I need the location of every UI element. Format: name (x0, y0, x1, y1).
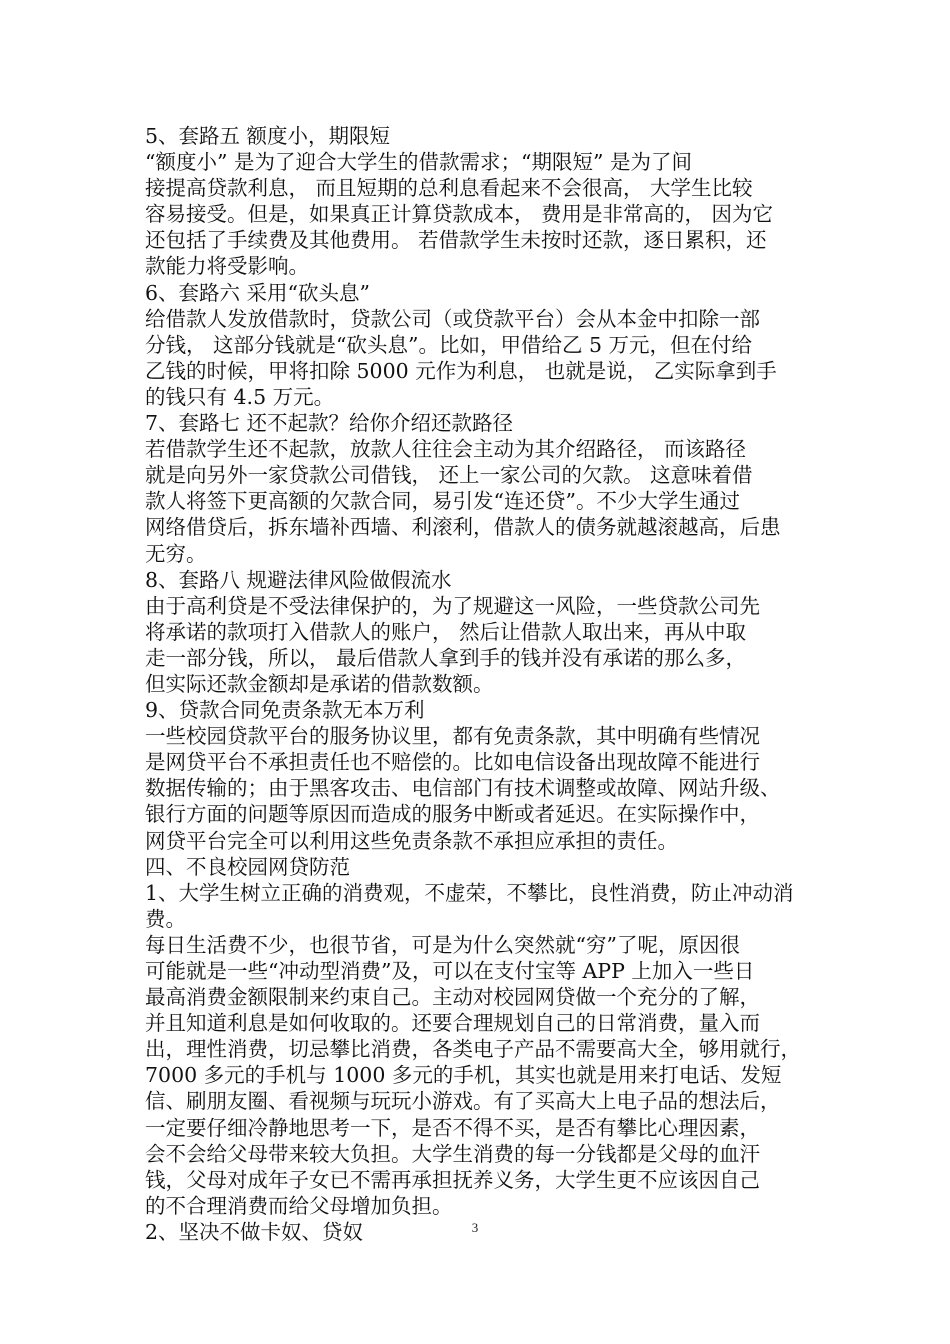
text-line: 就是向另外一家贷款公司借钱， 还上一家公司的欠款。 这意味着借 (145, 463, 753, 488)
text-line: 每日生活费不少，也很节省，可是为什么突然就“穷”了呢，原因很 (145, 932, 740, 957)
text-line: 7、套路七 还不起款？给你介绍还款路径 (145, 411, 514, 436)
text-line: 信、刷朋友圈、看视频与玩玩小游戏。有了买高大上电子品的想法后， (145, 1089, 781, 1114)
text-line: 接提高贷款利息， 而且短期的总利息看起来不会很高， 大学生比较 (145, 176, 753, 201)
text-line: 7000 多元的手机与 1000 多元的手机，其实也就是用来打电话、发短 (145, 1063, 782, 1088)
text-line: 网贷平台完全可以利用这些免责条款不承担应承担的责任。 (145, 828, 678, 853)
text-line: 的钱只有 4.5 万元。 (145, 384, 335, 409)
text-line: 若借款学生还不起款，放款人往往会主动为其介绍路径， 而该路径 (145, 437, 747, 462)
text-line: 出，理性消费，切忌攀比消费，各类电子产品不需要高大全，够用就行， (145, 1037, 801, 1062)
text-line: 5、套路五 额度小，期限短 (145, 124, 391, 148)
text-line: 的不合理消费而给父母增加负担。 (145, 1193, 453, 1218)
text-line: 由于高利贷是不受法律保护的，为了规避这一风险，一些贷款公司先 (145, 593, 760, 618)
text-line: 1、大学生树立正确的消费观，不虚荣，不攀比，良性消费，防止冲动消 (145, 880, 794, 905)
document-body (145, 123, 813, 1245)
text-line: 费。 (145, 906, 186, 931)
page-number: 3 (471, 1220, 479, 1235)
text-line: 8、套路八 规避法律风险做假流水 (145, 567, 452, 592)
text-line: 无穷。 (145, 541, 207, 566)
text-line: 容易接受。但是，如果真正计算贷款成本， 费用是非常高的， 因为它 (145, 202, 774, 227)
text-line: 并且知道利息是如何收取的。还要合理规划自己的日常消费，量入而 (145, 1011, 760, 1036)
text-line: 数据传输的；由于黑客攻击、电信部门有技术调整或故障、网站升级、 (145, 776, 781, 801)
text-line: 乙钱的时候，甲将扣除 5000 元作为利息， 也就是说， 乙实际拿到手 (145, 358, 777, 383)
text-line: 2、坚决不做卡奴、贷奴 (145, 1219, 364, 1244)
text-line: 但实际还款金额却是承诺的借款数额。 (145, 671, 494, 696)
text-line: 可能就是一些“冲动型消费”及，可以在支付宝等 APP 上加入一些日 (145, 959, 755, 983)
text-line: 还包括了手续费及其他费用。 若借款学生未按时还款，逐日累积，还 (145, 228, 767, 253)
text-line: 将承诺的款项打入借款人的账户， 然后让借款人取出来，再从中取 (145, 619, 747, 644)
text-line: 分钱， 这部分钱就是“砍头息”。比如，甲借给乙 5 万元，但在付给 (145, 332, 753, 357)
text-line: 给借款人发放借款时，贷款公司（或贷款平台）会从本金中扣除一部 (145, 306, 760, 331)
text-line: 一定要仔细冷静地思考一下，是否不得不买，是否有攀比心理因素， (145, 1115, 760, 1140)
text-line: 钱，父母对成年子女已不需再承担抚养义务，大学生更不应该因自己 (145, 1167, 760, 1192)
text-line: 6、套路六 采用“砍头息” (145, 280, 371, 305)
text-line: 9、贷款合同免责条款无本万利 (145, 698, 425, 723)
text-line: 一些校园贷款平台的服务协议里，都有免责条款，其中明确有些情况 (145, 724, 760, 749)
text-line: 会不会给父母带来较大负担。大学生消费的每一分钱都是父母的血汗 (145, 1141, 760, 1166)
text-line: 银行方面的问题等原因而造成的服务中断或者延迟。在实际操作中， (145, 802, 760, 827)
text-line: “额度小” 是为了迎合大学生的借款需求；“期限短” 是为了间 (145, 150, 692, 175)
text-line: 款人将签下更高额的欠款合同，易引发“连还贷”。不少大学生通过 (145, 489, 740, 514)
text-line: 四、不良校园网贷防范 (145, 854, 350, 879)
text-line: 走一部分钱，所以， 最后借款人拿到手的钱并没有承诺的那么多， (145, 645, 747, 670)
text-line: 最高消费金额限制来约束自己。主动对校园网贷做一个充分的了解， (145, 985, 760, 1010)
text-line: 是网贷平台不承担责任也不赔偿的。比如电信设备出现故障不能进行 (145, 750, 760, 775)
text-line: 款能力将受影响。 (145, 254, 309, 279)
text-line: 网络借贷后，拆东墙补西墙、利滚利，借款人的债务就越滚越高，后患 (145, 515, 781, 540)
